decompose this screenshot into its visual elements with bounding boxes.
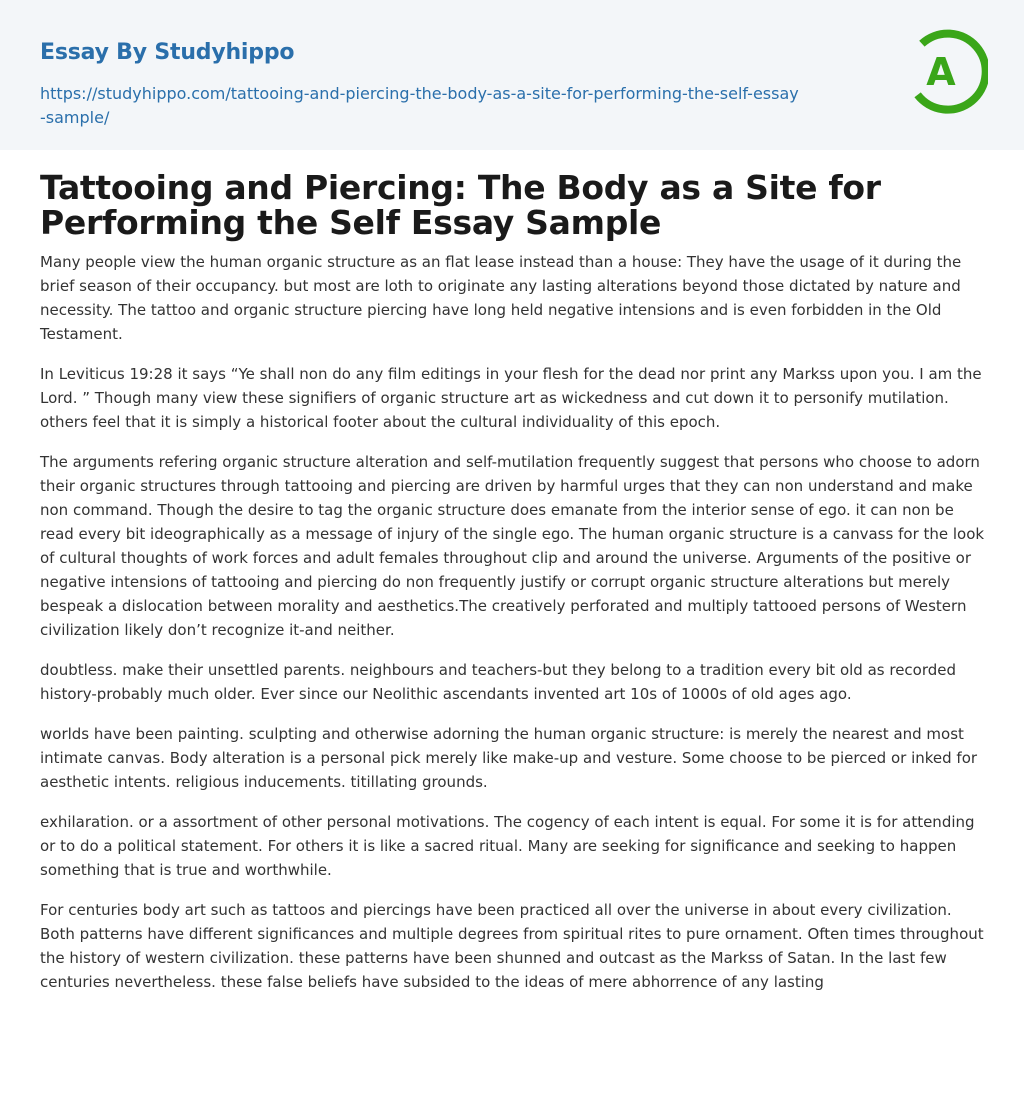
article-paragraph: For centuries body art such as tattoos and piercings have been practiced all over the universe in about every civilization. Both patterns have different significances and multiple degrees from spiritual rites to pure ornament. Often times throughout the history of western civilization. these patterns have been shunned and outcast as the Markss of Satan. In the last few centuries nevertheless. these false beliefs have subsided to the ideas of mere abhorrence of any lasting bbox=[40, 901, 984, 991]
article-paragraph: doubtless. make their unsettled parents. neighbours and teachers-but they belong to a tradition every bit old as recorded history-probably much older. Ever since our Neolithic ascendants invented art 10s of 1000s of old ages ago. bbox=[40, 661, 957, 703]
article-paragraph: In Leviticus 19:28 it says “Ye shall non do any film editings in your flesh for the dead nor print any Markss upon you. I am the Lord. ” Though many view these signifiers of organic structure art as wickedness and cut down it to personify mutilation. others feel that it is simply a historical footer about the cultural individuality of this epoch. bbox=[40, 365, 982, 431]
article-paragraph: exhilaration. or a assortment of other personal motivations. The cogency of each intent is equal. For some it is for attending or to do a political statement. For others it is like a sacred ritual. Many are seeking for significance and seeking to happen something that is true and worthwhile. bbox=[40, 813, 975, 879]
article-paragraph: The arguments refering organic structure alteration and self-mutilation frequently suggest that persons who choose to adorn their organic structures through tattooing and piercing are driven by harmful urges that they can non understand and make non command. Though the desire to tag the organic structure does emanate from the interior sense of ego. it can non be read every bit ideographically as a message of injury of the single ego. The human organic structure is a canvass for the look of cultural thoughts of work forces and adult females throughout clip and around the universe. Arguments of the positive or negative intensions of tattooing and piercing do non frequently justify or corrupt organic structure alterations but merely bespeak a dislocation between morality and aesthetics.The creatively perforated and multiply tattooed persons of Western civilization likely don’t recognize it-and neither. bbox=[40, 453, 985, 639]
site-brand[interactable]: Essay By Studyhippo bbox=[40, 40, 295, 65]
site-header bbox=[0, 0, 1024, 150]
article-body bbox=[40, 250, 985, 1010]
source-url-link[interactable]: https://studyhippo.com/tattooing-and-piercing-the-body-as-a-site-for-performing-the-self-essay-sample/ bbox=[40, 84, 799, 127]
svg-text:A: A bbox=[926, 50, 956, 94]
studyhippo-logo-icon[interactable] bbox=[904, 28, 988, 116]
article-paragraph: worlds have been painting. sculpting and otherwise adorning the human organic structure: is merely the nearest and most intimate canvas. Body alteration is a personal pick merely like make-up and vesture. Some choose to be pierced or inked for aesthetic intents. religious inducements. titillating grounds. bbox=[40, 725, 978, 791]
article-title: Tattooing and Piercing: The Body as a Site for Performing the Self Essay Sample bbox=[40, 168, 881, 242]
article-paragraph: Many people view the human organic structure as an flat lease instead than a house: They have the usage of it during the brief season of their occupancy. but most are loth to originate any lasting alterations beyond those dictated by nature and necessity. The tattoo and organic structure piercing have long held negative intensions and is even forbidden in the Old Testament. bbox=[40, 253, 962, 343]
